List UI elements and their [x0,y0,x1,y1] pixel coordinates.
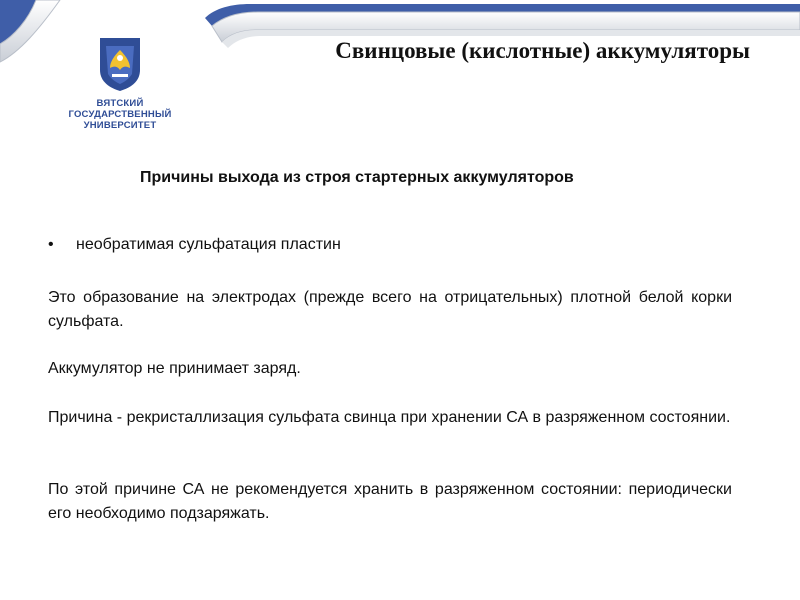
paragraph-2: Аккумулятор не принимает заряд. [48,360,301,377]
bullet-text: необратимая сульфатация пластин [76,236,341,253]
logo-text-line-2: ГОСУДАРСТВЕННЫЙ [68,109,172,120]
university-logo [60,36,180,131]
logo-text-line-1: ВЯТСКИЙ [96,98,144,109]
bullet-symbol: • [48,236,54,253]
paragraph-4: По этой причине СА не рекомендуется хранить в разряженном состоянии: периодически его необходимо подзаряжать. [48,481,732,522]
page-title: Свинцовые (кислотные) аккумуляторы [335,38,750,63]
bullet-item [48,236,341,254]
paragraph-1: Это образование на электродах (прежде всего на отрицательных) плотной белой корки сульфата. [48,289,732,330]
section-subtitle: Причины выхода из строя стартерных аккумуляторов [140,169,574,186]
logo-text-line-3: УНИВЕРСИТЕТ [83,120,157,131]
paragraph-3: Причина - рекристаллизация сульфата свинца при хранении СА в разряженном состоянии. [48,409,731,426]
university-crest-icon [98,36,142,92]
